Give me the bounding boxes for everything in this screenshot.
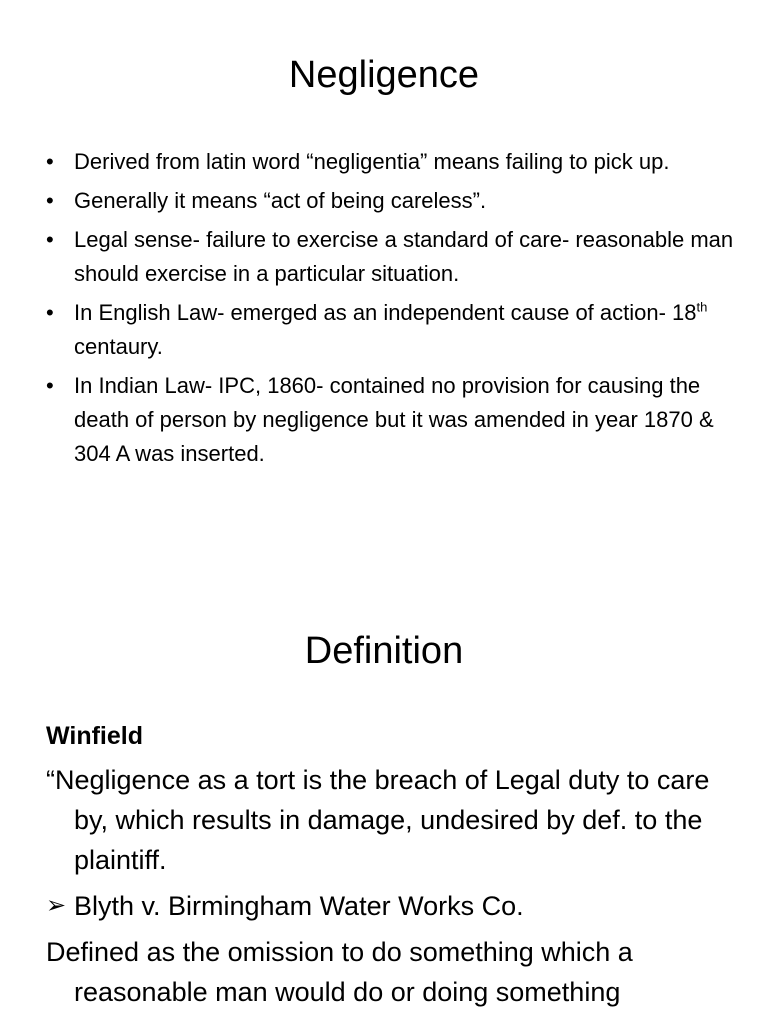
slide-title: Definition (304, 630, 464, 672)
slide-title: Negligence (288, 54, 480, 96)
definition-body (46, 718, 736, 1018)
list-item (46, 145, 736, 179)
bullet-text: Legal sense- failure to exercise a standard of care- reasonable man should exercise in a particular situation. (74, 227, 734, 286)
case-item (46, 886, 736, 926)
superscript: th (696, 299, 708, 315)
author-heading: Winfield (46, 722, 143, 750)
bullet-text: Generally it means “act of being careless”. (74, 188, 487, 213)
quote-text: “Negligence as a tort is the breach of Legal duty to care by, which results in damage, undesired by def. to the plaintiff. (46, 765, 710, 875)
bullet-list (46, 145, 736, 476)
defined-text: Defined as the omission to do something which a reasonable man would do or doing something (46, 937, 633, 1007)
bullet-icon: • (46, 300, 54, 325)
list-item (46, 296, 736, 364)
bullet-icon: • (46, 227, 54, 252)
bullet-text-part: In English Law- emerged as an independent cause of action- 18 (74, 300, 697, 325)
bullet-text: In Indian Law- IPC, 1860- contained no provision for causing the death of person by negligence but it was amended in year 1870 & 304 A was inserted. (74, 373, 714, 466)
bullet-icon: • (46, 188, 54, 213)
bullet-text: Derived from latin word “negligentia” means failing to pick up. (74, 149, 670, 174)
bullet-icon: • (46, 373, 54, 398)
list-item (46, 184, 736, 218)
bullet-text-part: centaury. (74, 334, 163, 359)
arrow-bullet-icon: ➢ (46, 892, 67, 919)
list-item (46, 369, 736, 471)
case-text: Blyth v. Birmingham Water Works Co. (74, 891, 524, 921)
bullet-icon: • (46, 149, 54, 174)
slide-definition (0, 600, 768, 1024)
list-item (46, 223, 736, 291)
